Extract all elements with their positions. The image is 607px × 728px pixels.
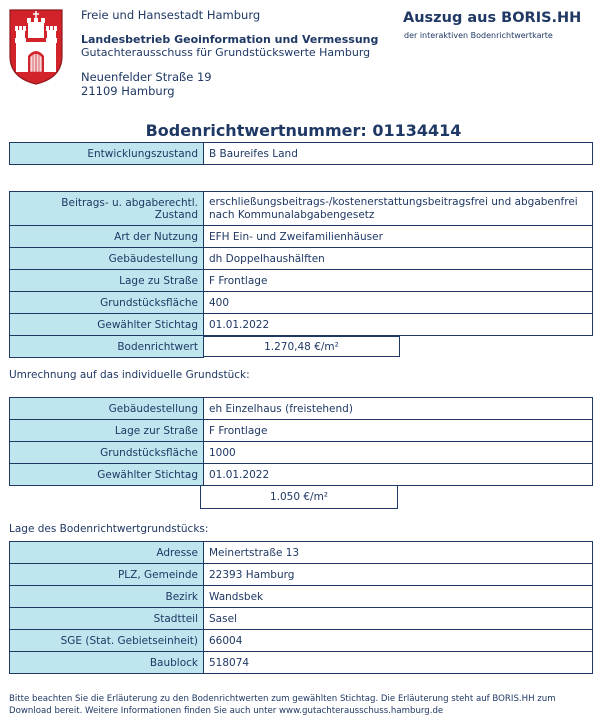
header-address-city: 21109 Hamburg bbox=[81, 84, 175, 98]
umrechnung-table bbox=[9, 397, 593, 486]
table-row bbox=[10, 398, 593, 420]
boris-subtitle: der interaktiven Bodenrichtwertkarte bbox=[404, 31, 553, 40]
row-value: eh Einzelhaus (freistehend) bbox=[204, 398, 593, 420]
row-label: Grundstücksfläche bbox=[10, 442, 204, 464]
table-row bbox=[10, 652, 593, 674]
table-row bbox=[10, 608, 593, 630]
footer-line1: Bitte beachten Sie die Erläuterung zu den Bodenrichtwerten zum gewählten Stichtag. Die Erläuterung steht auf BORIS.HH zum bbox=[9, 694, 556, 704]
row-value: 22393 Hamburg bbox=[204, 564, 593, 586]
row-label: Grundstücksfläche bbox=[10, 292, 204, 314]
table-row bbox=[10, 336, 593, 358]
row-value: 518074 bbox=[204, 652, 593, 674]
row-value: Sasel bbox=[204, 608, 593, 630]
header-department bbox=[81, 33, 378, 59]
table-row bbox=[10, 542, 593, 564]
entwicklung-table bbox=[9, 142, 593, 165]
footer-note bbox=[9, 693, 599, 717]
table-row bbox=[10, 420, 593, 442]
row-label: PLZ, Gemeinde bbox=[10, 564, 204, 586]
table-row bbox=[10, 270, 593, 292]
table-row bbox=[10, 564, 593, 586]
row-label: Beitrags- u. abgaberechtl. Zustand bbox=[10, 192, 204, 226]
table-row bbox=[10, 442, 593, 464]
table-row bbox=[10, 226, 593, 248]
row-value: dh Doppelhaushälften bbox=[204, 248, 593, 270]
page-title: Bodenrichtwertnummer: 01134414 bbox=[145, 121, 462, 140]
row-label: SGE (Stat. Gebietseinheit) bbox=[10, 630, 204, 652]
row-label: Entwicklungszustand bbox=[10, 143, 204, 165]
bodenrichtwert-label: Bodenrichtwert bbox=[10, 336, 204, 358]
row-value: 400 bbox=[204, 292, 593, 314]
row-label: Adresse bbox=[10, 542, 204, 564]
row-value: F Frontlage bbox=[204, 270, 593, 292]
row-label: Bezirk bbox=[10, 586, 204, 608]
umrechnung-heading: Umrechnung auf das individuelle Grundstück: bbox=[9, 369, 250, 381]
header-organisation: Freie und Hansestadt Hamburg bbox=[81, 8, 261, 22]
table-row bbox=[10, 586, 593, 608]
row-label: Art der Nutzung bbox=[10, 226, 204, 248]
row-value: B Baureifes Land bbox=[204, 143, 593, 165]
row-value: Wandsbek bbox=[204, 586, 593, 608]
row-label: Stadtteil bbox=[10, 608, 204, 630]
row-value: 1000 bbox=[204, 442, 593, 464]
table-row bbox=[10, 630, 593, 652]
row-value: 01.01.2022 bbox=[204, 314, 593, 336]
umrechnung-result-value: 1.050 €/m² bbox=[200, 486, 398, 509]
row-label: Gewählter Stichtag bbox=[10, 464, 204, 486]
beitrag-value-line1: erschließungsbeitrags-/kostenerstattungsbeitragsfrei und abgabenfrei bbox=[209, 195, 578, 208]
bodenrichtwert-value: 1.270,48 €/m² bbox=[204, 336, 400, 357]
row-value: 66004 bbox=[204, 630, 593, 652]
table-row bbox=[10, 143, 593, 165]
footer-line2: Download bereit. Weitere Informationen finden Sie auch unter www.gutachterausschuss.hamburg.de bbox=[9, 706, 444, 716]
lage-heading: Lage des Bodenrichtwertgrundstücks: bbox=[9, 523, 209, 535]
lage-table bbox=[9, 541, 593, 674]
row-value: EFH Ein- und Zweifamilienhäuser bbox=[204, 226, 593, 248]
table-row bbox=[10, 464, 593, 486]
header-committee-name: Gutachterausschuss für Grundstückswerte Hamburg bbox=[81, 46, 371, 59]
row-label: Lage zu Straße bbox=[10, 270, 204, 292]
row-value: Meinertstraße 13 bbox=[204, 542, 593, 564]
row-label: Gebäudestellung bbox=[10, 398, 204, 420]
row-label: Lage zur Straße bbox=[10, 420, 204, 442]
row-label: Baublock bbox=[10, 652, 204, 674]
table-row bbox=[10, 292, 593, 314]
header-department-name: Landesbetrieb Geoinformation und Vermessung bbox=[81, 33, 379, 46]
hamburg-coat-of-arms-logo bbox=[8, 8, 64, 86]
details-table bbox=[9, 191, 593, 358]
beitrag-value-line2: nach Kommunalabgabengesetz bbox=[209, 208, 375, 221]
header-address bbox=[81, 70, 212, 98]
row-label: Gebäudestellung bbox=[10, 248, 204, 270]
header-address-street: Neuenfelder Straße 19 bbox=[81, 70, 212, 84]
row-value bbox=[204, 192, 593, 226]
row-value: 01.01.2022 bbox=[204, 464, 593, 486]
table-row bbox=[10, 192, 593, 226]
row-value: F Frontlage bbox=[204, 420, 593, 442]
boris-title: Auszug aus BORIS.HH bbox=[403, 10, 582, 26]
table-row bbox=[10, 314, 593, 336]
row-label: Gewählter Stichtag bbox=[10, 314, 204, 336]
table-row bbox=[10, 248, 593, 270]
